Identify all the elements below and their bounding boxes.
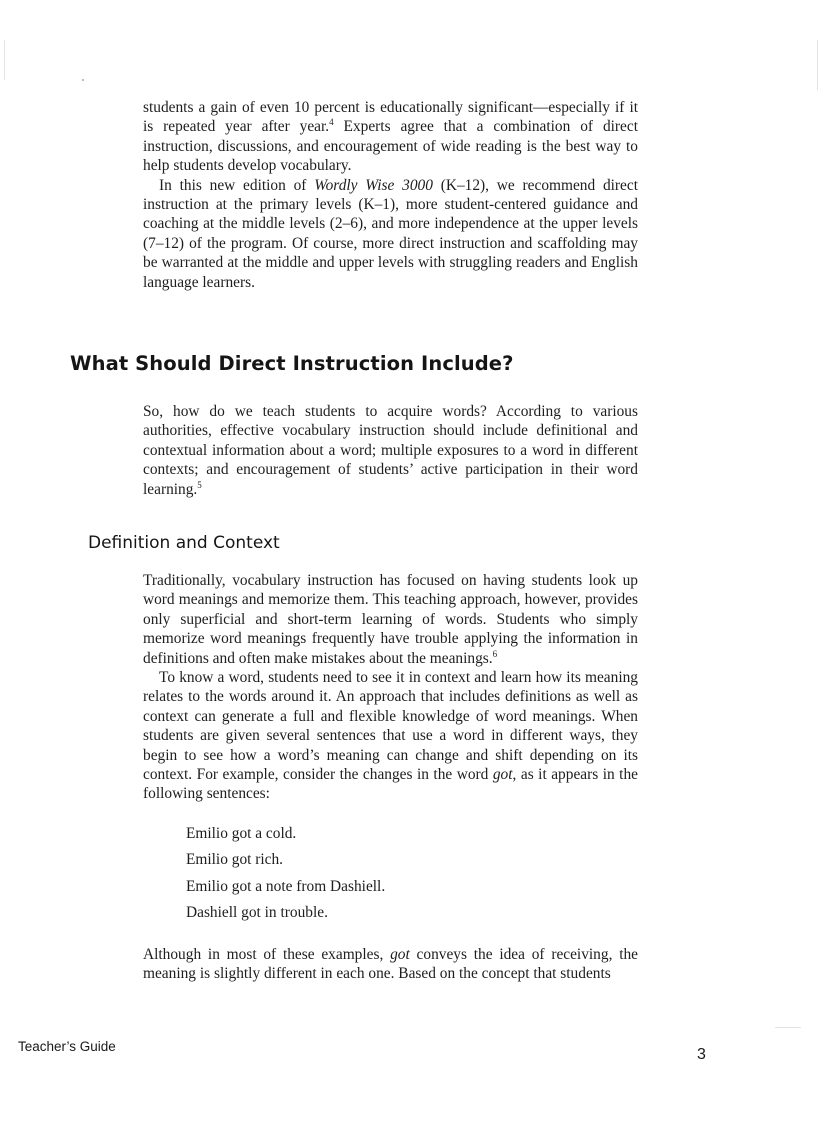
emphasized-word: got	[390, 946, 410, 963]
intro-paragraph-2	[143, 176, 638, 292]
scan-speck	[817, 40, 818, 90]
footer-running-title: Teacher’s Guide	[18, 1039, 116, 1054]
definition-paragraph-3	[143, 945, 638, 984]
direct-instruction-paragraph-text: So, how do we teach students to acquire words? According to various authorities, effective vocabulary instruction should include definitional and contextual information about a word; multiple exposures to a word in different contexts; and encouragement of students’ active participation in their word learning.	[143, 403, 638, 498]
definition-paragraph-1	[143, 571, 638, 668]
section-heading-direct-instruction: What Should Direct Instruction Include?	[70, 352, 514, 375]
definition-context-section	[143, 571, 638, 804]
scan-speck	[775, 1027, 801, 1028]
example-sentence: Emilio got rich.	[186, 851, 284, 869]
definition-paragraph-1-text: Traditionally, vocabulary instruction has focused on having students look up word meanings and memorize them. This teaching approach, however, provides only superficial and short-term learning of words. Students who simply memorize word meanings frequently have trouble applying the information in definitions and often make mistakes about the meanings.	[143, 572, 638, 667]
intro-paragraph-1-text-end: Experts agree that a combination of direct instruction, discussions, and encouragement of wide reading is the best way to help students develop vocabulary.	[143, 118, 638, 175]
definition-paragraph-2	[143, 668, 638, 804]
book-title: Wordly Wise 3000	[314, 176, 433, 194]
scan-speck	[4, 40, 5, 80]
closing-section	[143, 945, 638, 984]
example-sentence: Dashiell got in trouble.	[186, 903, 328, 921]
definition-paragraph-3-text: Although in most of these examples,	[143, 946, 391, 963]
subsection-heading-definition-context: Definition and Context	[88, 533, 280, 553]
emphasized-word: got	[492, 766, 513, 784]
footnote-ref: 6	[492, 648, 498, 659]
page-number: 3	[697, 1046, 706, 1063]
definition-paragraph-2-text: To know a word, students need to see it in context and learn how its meaning relates to the words around it. An approach that includes definitions as well as context can generate a full and flexible knowledge of word meanings. When students are given several sentences that use a word in different ways, they begin to see how a word’s meaning can change and shift depending on its context. For example, consider the changes in the word	[143, 669, 638, 784]
definition-paragraph-3-text-end: conveys the idea of receiving, the meaning is slightly different in each one. Based on the concept that students	[143, 946, 638, 983]
scan-speck	[82, 79, 84, 81]
definition-paragraph-2-text-end: , as it appears in the following sentences:	[143, 766, 638, 803]
footnote-ref: 4	[329, 117, 334, 128]
example-sentence: Emilio got a note from Dashiell.	[186, 877, 386, 895]
intro-paragraph-2-text: In this new edition of	[159, 176, 315, 194]
footnote-ref: 5	[197, 479, 202, 490]
example-sentences	[186, 824, 385, 929]
intro-paragraph-2-text-end: (K–12), we recommend direct instruction at the primary levels (K–1), more student-centered guidance and coaching at the middle levels (2–6), and more independence at the upper levels (7–12) of the program. Of course, more direct instruction and scaffolding may be warranted at the middle and upper levels with struggling readers and English language learners.	[143, 176, 638, 291]
intro-section	[143, 98, 638, 292]
intro-paragraph-1-text: students a gain of even 10 percent is educationally significant—especially if it is repeated year after year.	[143, 99, 638, 136]
direct-instruction-paragraph	[143, 402, 638, 499]
direct-instruction-section	[143, 402, 638, 499]
example-sentence: Emilio got a cold.	[186, 825, 297, 842]
intro-paragraph-1	[143, 98, 638, 176]
